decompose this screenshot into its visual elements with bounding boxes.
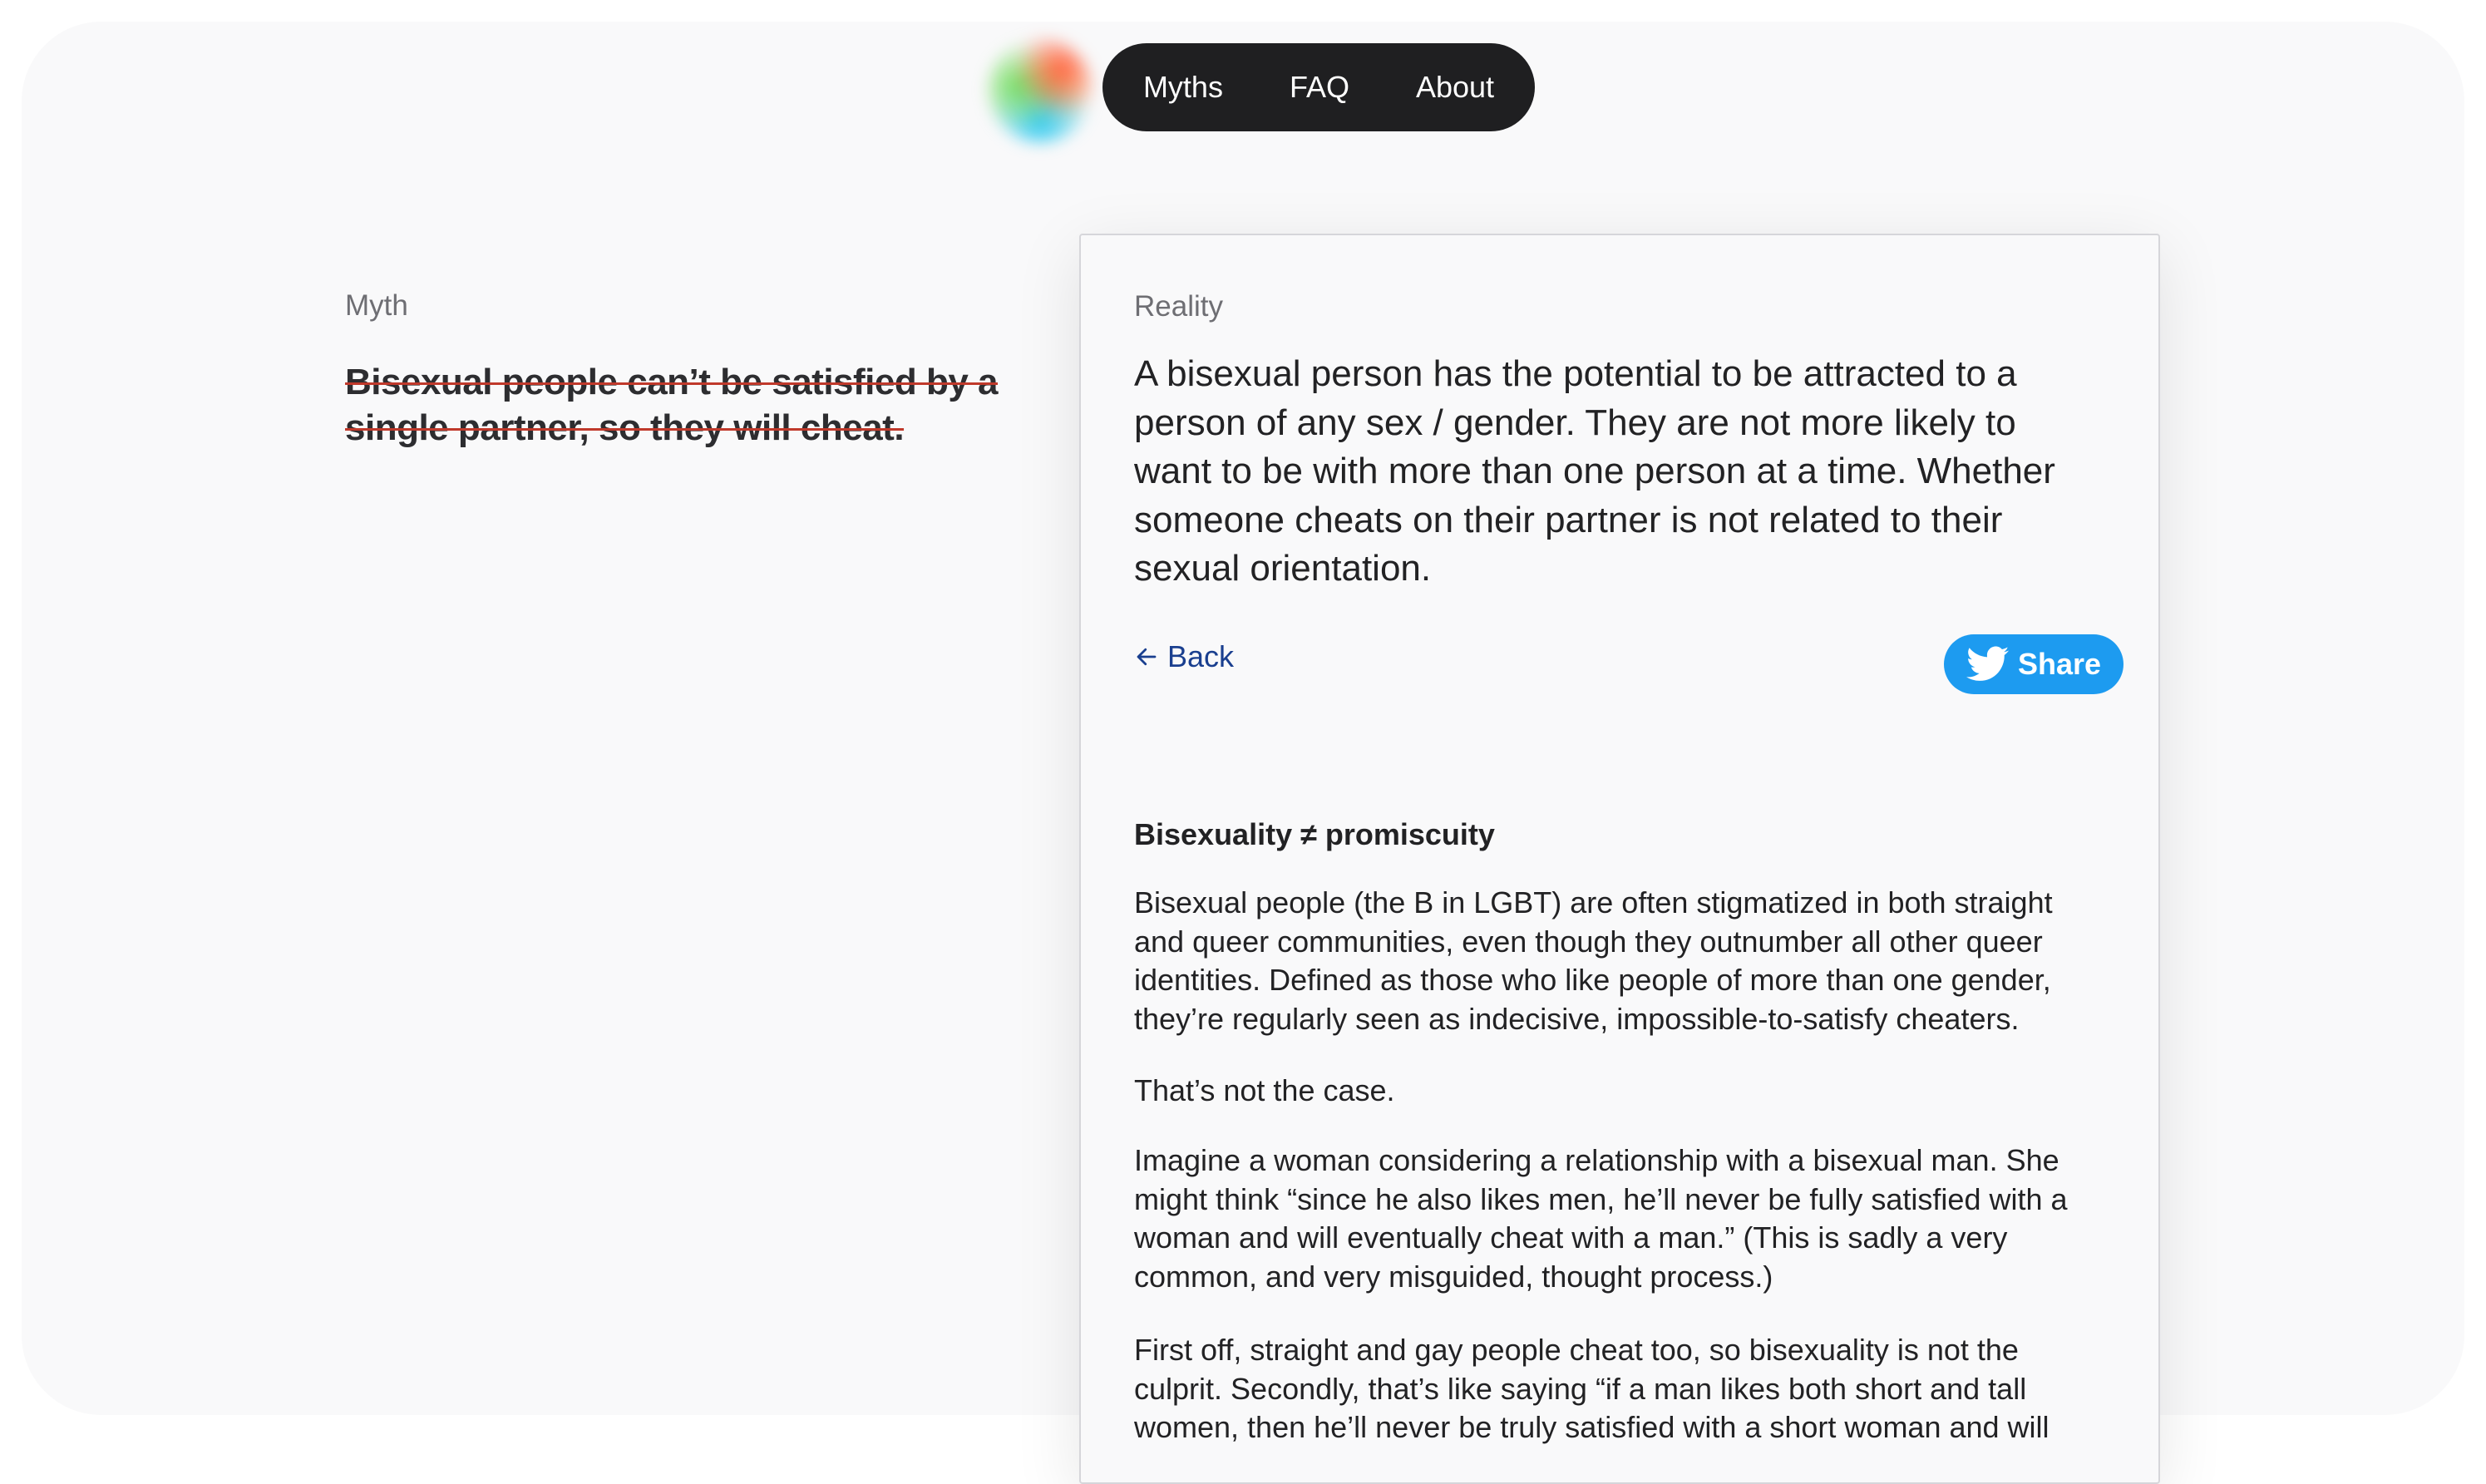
reality-label: Reality	[1134, 290, 1223, 323]
article-paragraph: Imagine a woman considering a relationship with a bisexual man. She might think “since he also likes men, he’ll never be fully satisfied with a woman and will eventually cheat with a man.” (This is sadly a very common, and very misguided, thought process.)	[1134, 1143, 2068, 1294]
article-paragraph: That’s not the case.	[1134, 1073, 1395, 1107]
back-label: Back	[1167, 639, 1235, 673]
article-heading: Bisexuality ≠ promiscuity	[1134, 817, 1495, 851]
main-nav	[1102, 43, 1535, 131]
arrow-left-icon	[1134, 644, 1159, 669]
twitter-bird-icon	[1966, 646, 2010, 683]
page-frame	[22, 22, 2464, 1444]
share-label: Share	[2017, 647, 2102, 681]
myth-label: Myth	[345, 289, 408, 322]
nav-link-myths[interactable]: Myths	[1142, 70, 1223, 104]
nav-link-about[interactable]: About	[1415, 70, 1495, 104]
myth-statement: Bisexual people can’t be satisfied by a single partner, so they will cheat.	[345, 362, 999, 448]
reality-statement: A bisexual person has the potential to be attracted to a person of any sex / gender. They are not more likely to want to be with more than one person at a time. Whether someone cheats on their partner is not related to their sexual orientation.	[1134, 353, 2055, 589]
article-paragraph: First off, straight and gay people cheat too, so bisexuality is not the culprit. Secondly, that’s like saying “if a man likes both short and tall women, then he’ll never be truly satisfied with a short woman and will	[1134, 1333, 2049, 1444]
reality-card	[1079, 234, 2160, 1484]
back-link[interactable]	[1134, 639, 1234, 674]
logo-icon[interactable]	[988, 38, 1093, 143]
nav-link-faq[interactable]: FAQ	[1289, 70, 1349, 104]
share-button[interactable]	[1944, 634, 2123, 694]
article-paragraph: Bisexual people (the B in LGBT) are often stigmatized in both straight and queer communities, even though they outnumber all other queer identities. Defined as those who like people of more than one gender, they’re regularly seen as indecisive, impossible-to-satisfy cheaters.	[1134, 885, 2053, 1036]
